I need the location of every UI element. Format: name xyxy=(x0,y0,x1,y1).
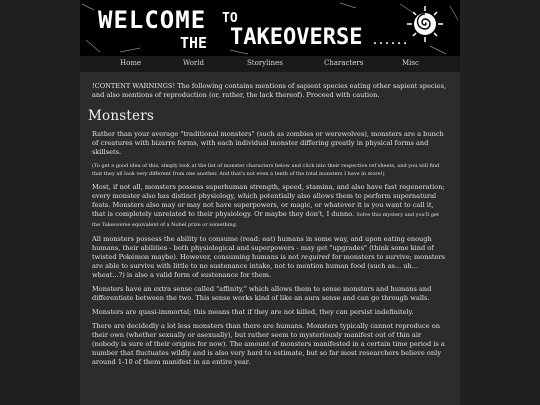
nav-storylines[interactable]: Storylines xyxy=(247,59,283,67)
main-nav xyxy=(80,56,460,72)
banner-dots: ...... xyxy=(372,36,409,47)
main-content xyxy=(80,72,460,405)
banner-welcome: WELCOME xyxy=(98,6,207,34)
paragraph-population: There are decidedly a lot less monsters than there are humans. Monsters typically cannot reproduce on their own (whether sexually or asexually), but rather seem to mysteriously manifest out of thin air (nobody is sure of their origins for now). The amount of monsters manifested in a certain time period is a number that fluctuates wildly and is also very hard to estimate, but so far most researchers believe only around 1-10 of them manifest in an entire year. xyxy=(92,322,445,366)
paragraph-immortality: Monsters are quasi-immortal; this means that if they are not killed, they can persist indefinitely. xyxy=(92,308,414,316)
banner-to: TO xyxy=(222,11,238,26)
paragraph-consumption-em: required xyxy=(301,253,330,261)
paragraph-affinity: Monsters have an extra sense called "affinity," which allows them to sense monsters and humans and differentiate between the two. This sense works kind of like an aura sense and can go through walls. xyxy=(92,285,432,302)
paragraph-intro-note: (To get a good idea of this, simply look at the list of monster characters below and click into their respective ref sheets, and you will find that they all look very different from one another. And that's not even a tenth of the total monsters I have in store!) xyxy=(92,163,440,177)
banner-art xyxy=(80,0,460,56)
paragraph-abilities xyxy=(92,183,448,230)
paragraph-consumption-a: All monsters possess the ability to consume (read: eat) humans in some way, and upon eating enough humans, their abilities - both physiological and superpowers - may get "upgrades" (think some kind of twisted Pokémon maybe). However, consuming humans is not xyxy=(92,235,434,261)
banner-takeoverse: TAKEOVERSE xyxy=(230,25,363,50)
paragraph-abilities-text: Most, if not all, monsters possess superhuman strength, speed, stamina, and also have fast regeneration; every monster also has distinct physiology, which potentially also allows them to perform supernatural feats. Monsters also may or may not have superpowers, or magic, or whatever it is you want to call it, that is completely unrelated to their physiology. Or maybe they don't, I dunno. xyxy=(92,183,445,218)
banner-the: THE xyxy=(180,34,208,52)
site-banner xyxy=(80,0,460,56)
paragraph-consumption-b: for monsters to survive; monsters are able to survive with little to no sustenance intake, not to mention human food (such as... uh... wheat...?) is also a valid form of sustenance for them. xyxy=(92,253,445,279)
nav-characters[interactable]: Characters xyxy=(324,59,364,67)
paragraph-abilities-note: Solve this mystery and you'll get the Takeoverse equivalent of a Nobel prize or something. xyxy=(92,212,440,228)
paragraph-consumption xyxy=(92,235,448,280)
paragraph-intro: Rather than your average "traditional monsters" (such as zombies or werewolves), monsters are a bunch of creatures with bizarre forms, with each individual monster differing greatly in physical forms and skillsets. xyxy=(92,130,444,156)
page-title: Monsters xyxy=(88,108,154,124)
content-warning: !CONTENT WARNINGS! The following contains mentions of sapient species eating other sapient species, and also mentions of reproduction (or, rather, the lack thereof). Proceed with caution. xyxy=(92,82,447,99)
nav-world[interactable]: World xyxy=(183,59,204,67)
nav-home[interactable]: Home xyxy=(120,59,142,67)
nav-misc[interactable]: Misc xyxy=(402,59,419,67)
